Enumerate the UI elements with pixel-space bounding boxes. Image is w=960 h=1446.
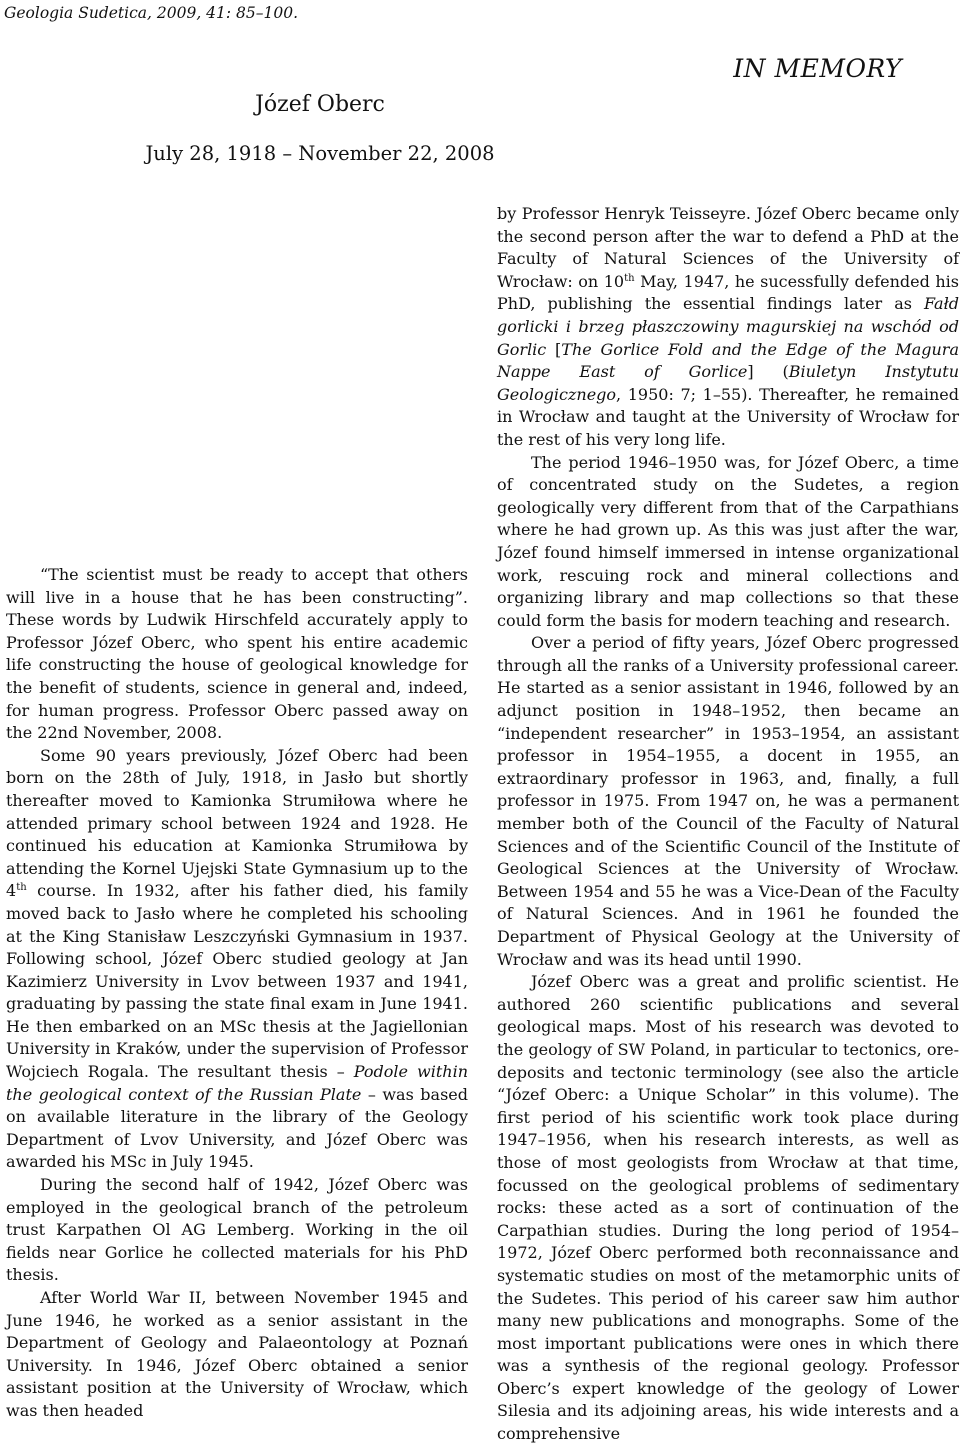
publication-title-translation: The Gorlice Fold and the Edge of the Magura Nappe East of Gorlice [497, 339, 959, 382]
paragraph-text: course. In 1932, after his father died, his family moved back to Jasło where he completed his schooling at the King Stanisław Leszczyński Gymnasium in 1937. Following school, Józef Oberc studied geology at Jan Kazimierz University in Lvov between 1937 and 1941, graduating by passing the state final exam in June 1941. He then embarked on an MSc thesis at the Jagiellonian University in Kraków, under the supervision of Professor Wojciech Rogala. The resultant thesis – [6, 881, 468, 1082]
superscript: th [16, 882, 27, 894]
paragraph [497, 632, 959, 971]
paragraph-text: – was based on available literature in the library of the Geology Department of Lvov University, and Józef Oberc was awarded his MSc in July 1945. [6, 1084, 468, 1172]
paragraph [6, 1287, 468, 1423]
publication-title: Fałd gorlicki i brzeg płaszczowiny magurskiej na wschód od Gorlic [497, 294, 959, 359]
life-dates: July 28, 1918 – November 22, 2008 [145, 142, 495, 165]
section-heading: IN MEMORY [733, 54, 902, 83]
paragraph-text: “The scientist must be ready to accept that others will live in a house that he has been constructing”. These words by Ludwik Hirschfeld accurately apply to Professor Józef Oberc, who spent his entire academic life constructing the house of geological knowledge for the benefit of students, science in general and, indeed, for human progress. Professor Oberc passed away on the 22nd November, 2008. [6, 565, 468, 743]
paragraph-text: by Professor Henryk Teisseyre. Józef Oberc became only the second person after the war to defend a PhD at the Faculty of Natural Sciences of the University of Wrocław: on 10 [497, 204, 959, 291]
right-column [497, 203, 959, 1446]
paragraph-text: During the second half of 1942, Józef Oberc was employed in the geological branch of the petroleum trust Karpathen Ol AG Lemberg. Working in the oil fields near Gorlice he collected materials for his PhD thesis. [6, 1175, 468, 1285]
paragraph-text: Some 90 years previously, Józef Oberc had been born on the 28th of July, 1918, in Jasło but shortly thereafter moved to Kamionka Strumiłowa where he attended primary school between 1924 and 1928. He continued his education at Kamionka Strumiłowa by attending the Kornel Ujejski State Gymnasium up to the 4 [6, 745, 468, 901]
paragraph-text: ] ( [747, 362, 789, 382]
paragraph-text: Józef Oberc was a great and prolific scientist. He authored 260 scientific publications and several geological maps. Most of his research was devoted to the geology of SW Poland, in particular to tectonics, ore-deposits and tectonic terminology (see also the article “Józef Oberc: a Unique Scholar” in this volume). The first period of his scientific work took place during 1947–1956, when his research interests, as well as those of most geologists from Wrocław at that time, focussed on the geological problems of sedimentary rocks: these acted as a sort of continuation of the Carpathian studies. During the long period of 1954–1972, Józef Oberc performed both reconnaissance and systematic studies on most of the metamorphic units of the Sudetes. This period of his career saw him author many new publications and monographs. Some of the most important publications were ones in which there was a synthesis of the regional geology. Professor Oberc’s expert knowledge of the geology of Lower Silesia and its adjoining areas, his wide interests and a comprehensive [497, 972, 959, 1444]
thesis-title: Podole within the geological context of the Russian Plate [6, 1062, 469, 1104]
paragraph-text: After World War II, between November 1945 and June 1946, he worked as a senior assistant in the Department of Geology and Palaeontology at Poznań University. In 1946, Józef Oberc obtained a senior assistant position at the University of Wrocław, which was then headed [6, 1288, 468, 1420]
paragraph [497, 971, 959, 1445]
left-column [6, 564, 468, 1423]
superscript: th [624, 272, 635, 284]
paragraph [497, 452, 959, 633]
article-title: Józef Oberc [255, 92, 385, 117]
journal-name: Biuletyn Instytutu Geologicznego [497, 362, 960, 404]
paragraph-text: [ [546, 339, 562, 359]
paragraph [6, 745, 468, 1174]
paragraph-text: The period 1946–1950 was, for Józef Oberc, a time of concentrated study on the Sudetes, a region geologically very different from that of the Carpathians where he had grown up. As this was just after the war, Józef found himself immersed in intense organizational work, rescuing rock and mineral collections and organizing library and map collections so that these could form the basis for modern teaching and research. [497, 452, 959, 630]
paragraph-text: , 1950: 7; 1–55). Thereafter, he remained in Wrocław and taught at the University of Wrocław for the rest of his very long life. [497, 384, 959, 449]
paragraph [6, 1174, 468, 1287]
paragraph-text: May, 1947, he sucessfully defended his PhD, publishing the essential findings later as [497, 271, 960, 314]
paragraph-text: Over a period of fifty years, Józef Oberc progressed through all the ranks of a University professional career. He started as a senior assistant in 1946, followed by an adjunct position in 1948–1952, then became an “independent researcher” in 1953–1954, an assistant professor in 1954–1955, a docent in 1955, an extraordinary professor in 1963, and, finally, a full professor in 1975. From 1947 on, he was a permanent member both of the Council of the Faculty of Natural Sciences and of the Scientific Council of the Institute of Geological Sciences at the University of Wrocław. Between 1954 and 55 he was a Vice-Dean of the Faculty of Natural Sciences. And in 1961 he founded the Department of Physical Geology at the University of Wrocław and was its head until 1990. [497, 633, 959, 969]
paragraph [6, 564, 468, 745]
paragraph [497, 203, 959, 452]
journal-citation: Geologia Sudetica, 2009, 41: 85–100. [4, 4, 299, 22]
